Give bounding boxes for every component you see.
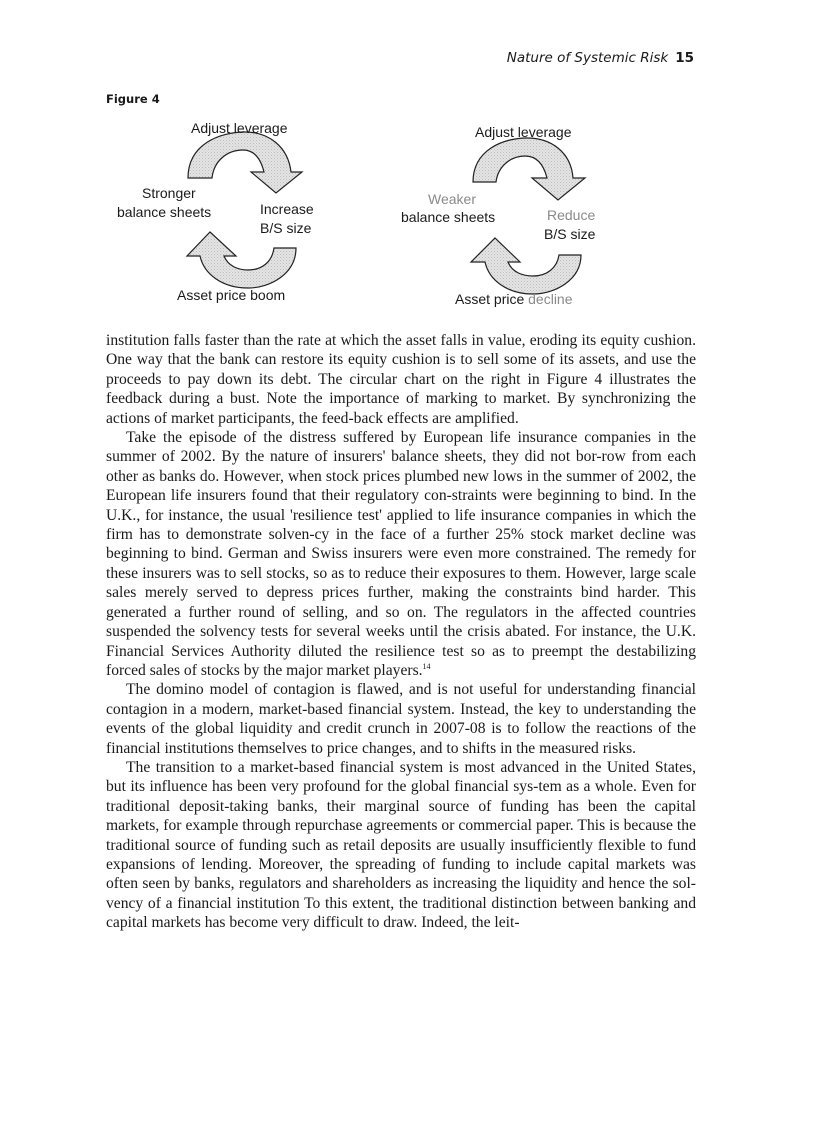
stronger-label: Stronger: [142, 185, 196, 201]
paragraph-1: institution falls faster than the rate at which the asset falls in value, eroding its equity cushion. One way that the bank can restore its equity cushion is to sell some of its assets, and use the proceeds to pay down its debt. The circular chart on the right in Figure 4 illustrates the feedback during a bust. Note the importance of marking to market. By synchronizing the actions of market participants, the feed-back effects are amplified.: [106, 332, 696, 427]
asset-price-decline-label: [455, 291, 573, 308]
paragraph-3: The domino model of contagion is flawed, and is not useful for understanding financial contagion in a modern, market-based financial system. Instead, the key to understanding the events of the global liquidity and credit crunch in 2007-08 is to follow the reactions of the financial institutions themselves to price changes, and to shifts in the measured risks.: [106, 681, 696, 757]
increase-label: Increase: [260, 201, 314, 217]
balance-sheets-label: balance sheets: [117, 204, 212, 220]
figure-label: Figure 4: [106, 92, 160, 106]
body-text: [106, 331, 696, 933]
decline-text: decline: [528, 291, 573, 307]
boom-cycle-diagram: [100, 110, 360, 320]
bottom-arrow-icon: [187, 232, 296, 288]
running-title: Nature of Systemic Risk: [506, 50, 669, 66]
asset-price-text: Asset price: [455, 291, 525, 307]
footnote-ref-14[interactable]: 14: [422, 661, 431, 671]
bs-size-label: B/S size: [544, 226, 596, 242]
bust-cycle-diagram: [395, 110, 655, 320]
page-number: 15: [675, 50, 694, 66]
weaker-label: Weaker: [428, 191, 476, 207]
figure-4: [100, 110, 710, 320]
top-arrow-icon: [188, 132, 302, 193]
adjust-leverage-label: Adjust leverage: [475, 124, 572, 140]
top-arrow-icon: [473, 138, 585, 200]
running-head: [106, 50, 694, 66]
bottom-arrow-icon: [471, 238, 581, 294]
asset-price-boom-label: Asset price boom: [177, 287, 286, 303]
adjust-leverage-label: Adjust leverage: [191, 120, 288, 136]
balance-sheets-label: balance sheets: [401, 209, 496, 225]
reduce-label: Reduce: [547, 207, 596, 223]
bs-size-label: B/S size: [260, 220, 312, 236]
paragraph-2-text: Take the episode of the distress suffered by European life insurance companies in the summer of 2002. By the nature of insurers' balance sheets, they did not bor-row from each other as banks do. However, when stock prices plumbed new lows in the summer of 2002, the European life insurers found that their regulatory con-straints were beginning to bind. In the U.K., for instance, the usual 'resilience test' applied to life insurance companies in which the firm has to demonstrate solven-cy in the face of a further 25% stock market decline was beginning to bind. German and Swiss insurers were even more constrained. The remedy for these insurers was to sell stocks, so as to reduce their exposures to them. However, large scale sales merely served to depress prices further, making the constraints bind harder. This generated a further round of selling, and so on. The regulators in the affected countries suspended the solvency tests for several weeks until the crisis abated. For instance, the U.K. Financial Services Authority diluted the resilience test so as to preempt the destabilizing forced sales of stocks by the major market players.: [106, 429, 696, 679]
paragraph-4: The transition to a market-based financial system is most advanced in the United States, but its influence has been very profound for the global financial sys-tem as a whole. Even for traditional deposit-taking banks, their marginal source of funding has been the capital markets, for example through repurchase agreements or commercial paper. This is because the traditional source of funding such as retail deposits are usually insufficiently flexible to fund expansions of lending. Moreover, the spreading of funding to include capital markets was often seen by banks, regulators and shareholders as increasing the liquidity and hence the sol-vency of a financial institution To this extent, the traditional distinction between banking and capital markets has become very difficult to draw. Indeed, the leit-: [106, 758, 696, 932]
paragraph-2: [106, 428, 696, 680]
